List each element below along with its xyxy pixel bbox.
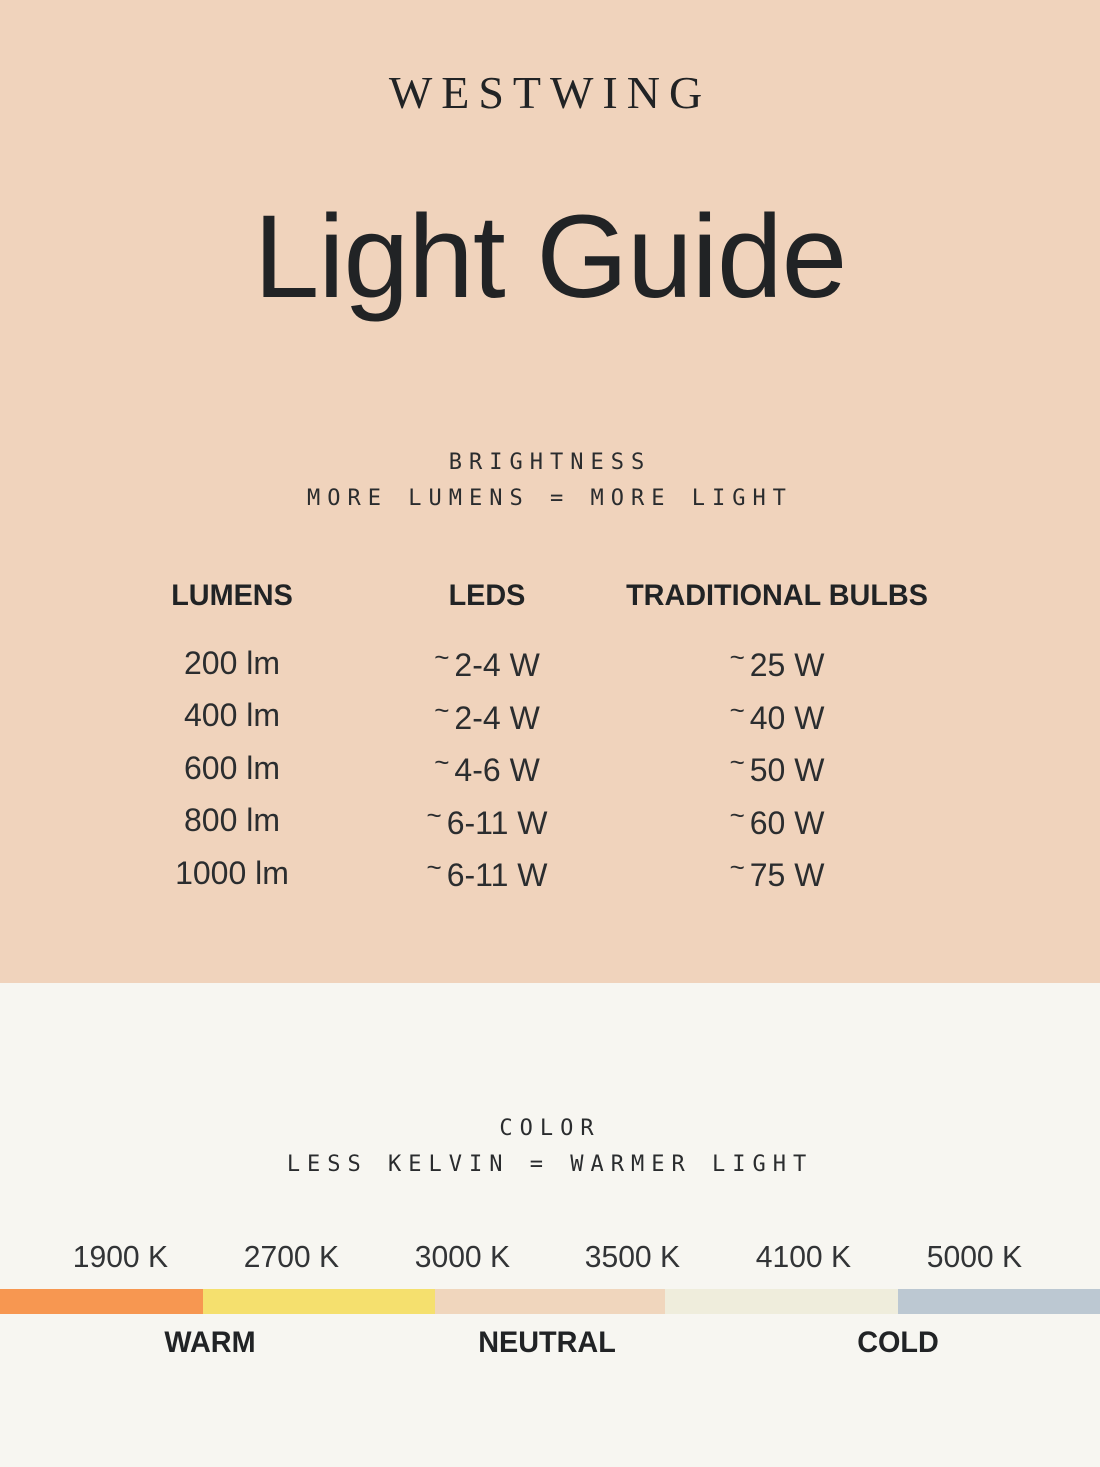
brightness-heading: BRIGHTNESS — [448, 450, 652, 475]
table-row — [100, 847, 1100, 900]
approx-symbol: ~ — [426, 852, 442, 883]
cell-leds — [364, 642, 610, 684]
temperature-label-neutral: NEUTRAL — [477, 1326, 616, 1359]
cell-lumens: 1000 lm — [175, 854, 289, 891]
kelvin-label: 3500 K — [585, 1239, 681, 1274]
brightness-subheading: MORE LUMENS = MORE LIGHT — [307, 486, 793, 511]
kelvin-label: 4100 K — [756, 1239, 852, 1274]
cell-value: 60 W — [749, 804, 825, 841]
approx-symbol: ~ — [434, 642, 450, 673]
column-header-traditional-bulbs: TRADITIONAL BULBS — [626, 579, 928, 612]
cell-value: 25 W — [749, 647, 825, 684]
table-row — [100, 795, 1100, 848]
cell-lumens: 400 lm — [183, 697, 281, 734]
cell-bulbs — [610, 642, 944, 684]
bar-segment-warm-yellow — [203, 1289, 435, 1314]
color-heading-block — [0, 983, 1100, 1177]
cell-value: 2-4 W — [454, 699, 540, 736]
cell-leds — [364, 800, 610, 842]
approx-symbol: ~ — [729, 642, 745, 673]
column-header-leds: LEDS — [448, 579, 526, 612]
cell-bulbs — [610, 800, 944, 842]
table-row — [100, 690, 1100, 743]
brightness-heading-block — [0, 450, 1100, 511]
cell-value: 2-4 W — [454, 647, 540, 684]
cell-leds — [364, 747, 610, 789]
approx-symbol: ~ — [426, 799, 442, 830]
kelvin-label: 3000 K — [414, 1239, 510, 1274]
table-row — [100, 742, 1100, 795]
approx-symbol: ~ — [729, 694, 745, 725]
cell-value: 6-11 W — [446, 804, 548, 841]
approx-symbol: ~ — [729, 799, 745, 830]
color-subheading: LESS KELVIN = WARMER LIGHT — [286, 1152, 814, 1177]
approx-symbol: ~ — [729, 747, 745, 778]
color-temperature-bar — [0, 1289, 1100, 1314]
column-header-lumens: LUMENS — [171, 579, 293, 612]
bar-segment-neutral-cream — [665, 1289, 898, 1314]
cell-value: 75 W — [749, 857, 825, 894]
cell-value: 40 W — [749, 699, 825, 736]
cell-leds — [364, 695, 610, 737]
temperature-label-cold: COLD — [856, 1326, 939, 1359]
bar-segment-cold-blue — [898, 1289, 1100, 1314]
cell-lumens: 800 lm — [183, 802, 281, 839]
kelvin-label: 5000 K — [926, 1239, 1023, 1274]
kelvin-label: 2700 K — [243, 1239, 339, 1274]
kelvin-labels-row — [0, 1239, 1100, 1275]
lumens-table-body — [100, 637, 1100, 900]
color-section — [0, 983, 1100, 1467]
cell-lumens: 600 lm — [183, 749, 281, 786]
cell-value: 4-6 W — [454, 752, 540, 789]
cell-bulbs — [610, 852, 944, 894]
approx-symbol: ~ — [434, 694, 450, 725]
brand-logo: WESTWING — [388, 67, 712, 118]
table-row — [100, 637, 1100, 690]
kelvin-label: 1900 K — [72, 1239, 169, 1274]
lumens-table-header — [100, 579, 1100, 613]
color-heading: COLOR — [499, 1116, 601, 1141]
approx-symbol: ~ — [729, 852, 745, 883]
temperature-label-warm: WARM — [164, 1326, 256, 1359]
lumens-table — [0, 579, 1100, 900]
cell-bulbs — [610, 695, 944, 737]
cell-value: 6-11 W — [446, 857, 548, 894]
bar-segment-neutral-peach — [435, 1289, 665, 1314]
approx-symbol: ~ — [434, 747, 450, 778]
cell-value: 50 W — [749, 752, 825, 789]
cell-bulbs — [610, 747, 944, 789]
temperature-labels-row — [0, 1326, 1100, 1366]
bar-segment-warm-orange — [0, 1289, 203, 1314]
page-title: Light Guide — [253, 191, 847, 323]
cell-lumens: 200 lm — [183, 644, 281, 681]
cell-leds — [364, 852, 610, 894]
